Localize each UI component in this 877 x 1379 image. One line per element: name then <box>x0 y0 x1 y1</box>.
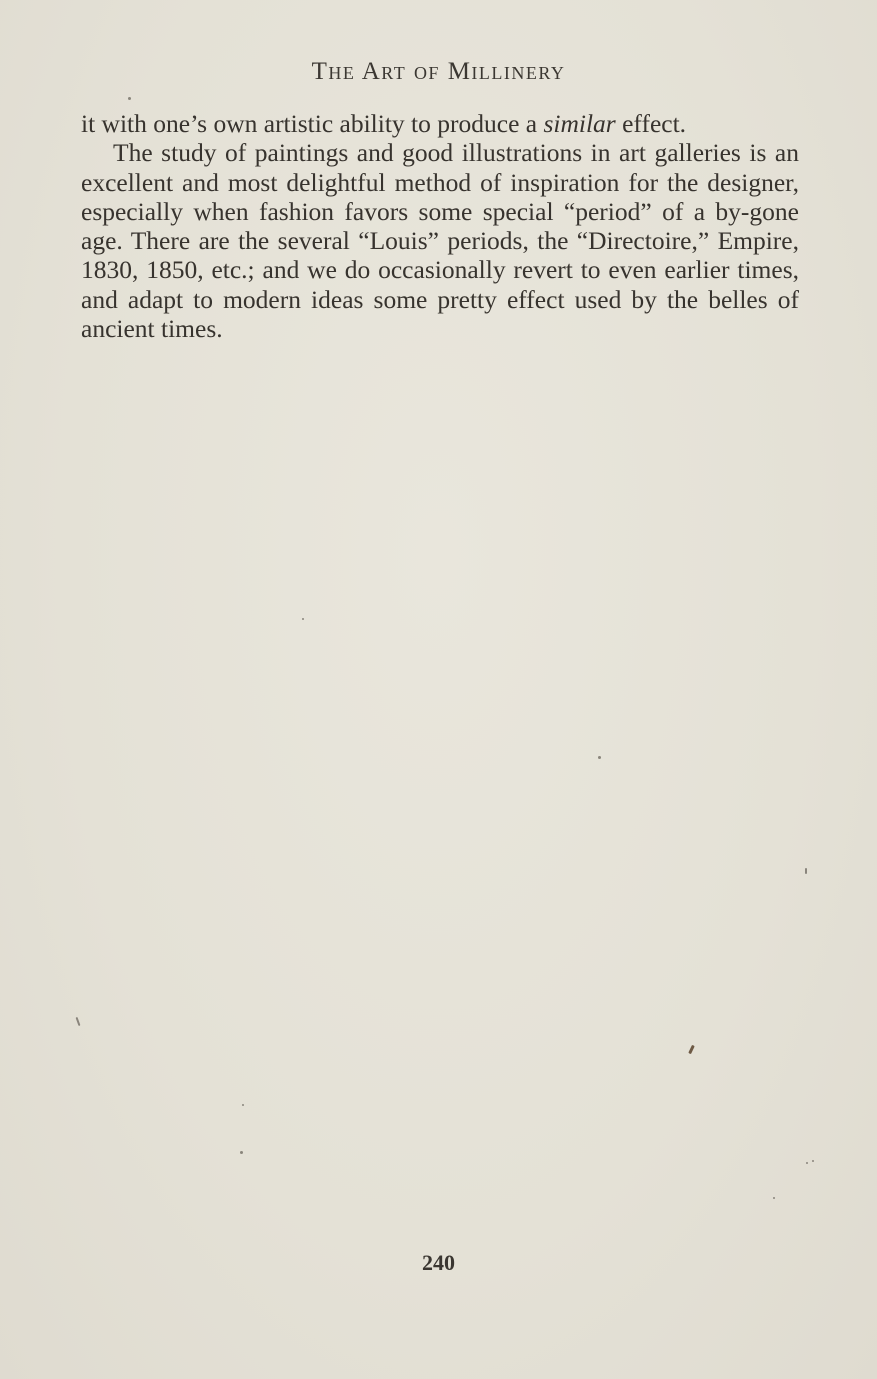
paper-speck <box>242 1104 244 1106</box>
paper-speck <box>240 1151 243 1154</box>
paper-speck <box>688 1045 695 1054</box>
paper-speck <box>128 97 131 100</box>
page-number: 240 <box>422 1250 455 1275</box>
paper-speck <box>812 1160 814 1162</box>
paper-speck <box>773 1197 775 1199</box>
paragraph-1 <box>81 109 799 138</box>
paper-speck <box>302 618 304 620</box>
running-head-title: The Art of Millinery <box>311 58 566 85</box>
paper-speck <box>598 756 601 759</box>
paragraph-2: The study of paintings and good illustrations in art galleries is an excellent and most delightful method of inspiration for the designer, especially when fashion favors some special “period” of a by-gone age. There are the several “Louis” periods, the “Directoire,” Empire, 1830, 1850, etc.; and we do occasionally revert to even earlier times, and adapt to modern ideas some pretty effect used by the belles of ancient times. <box>81 138 799 344</box>
paragraph-1-text-start: it with one’s own artistic ability to produce a <box>81 109 544 138</box>
paper-speck <box>76 1017 81 1026</box>
body-text <box>81 109 799 343</box>
paragraph-1-text-end: effect. <box>615 109 687 138</box>
paper-speck <box>805 868 807 874</box>
paper-speck <box>806 1162 808 1164</box>
paragraph-1-italic-word: similar <box>543 109 616 138</box>
